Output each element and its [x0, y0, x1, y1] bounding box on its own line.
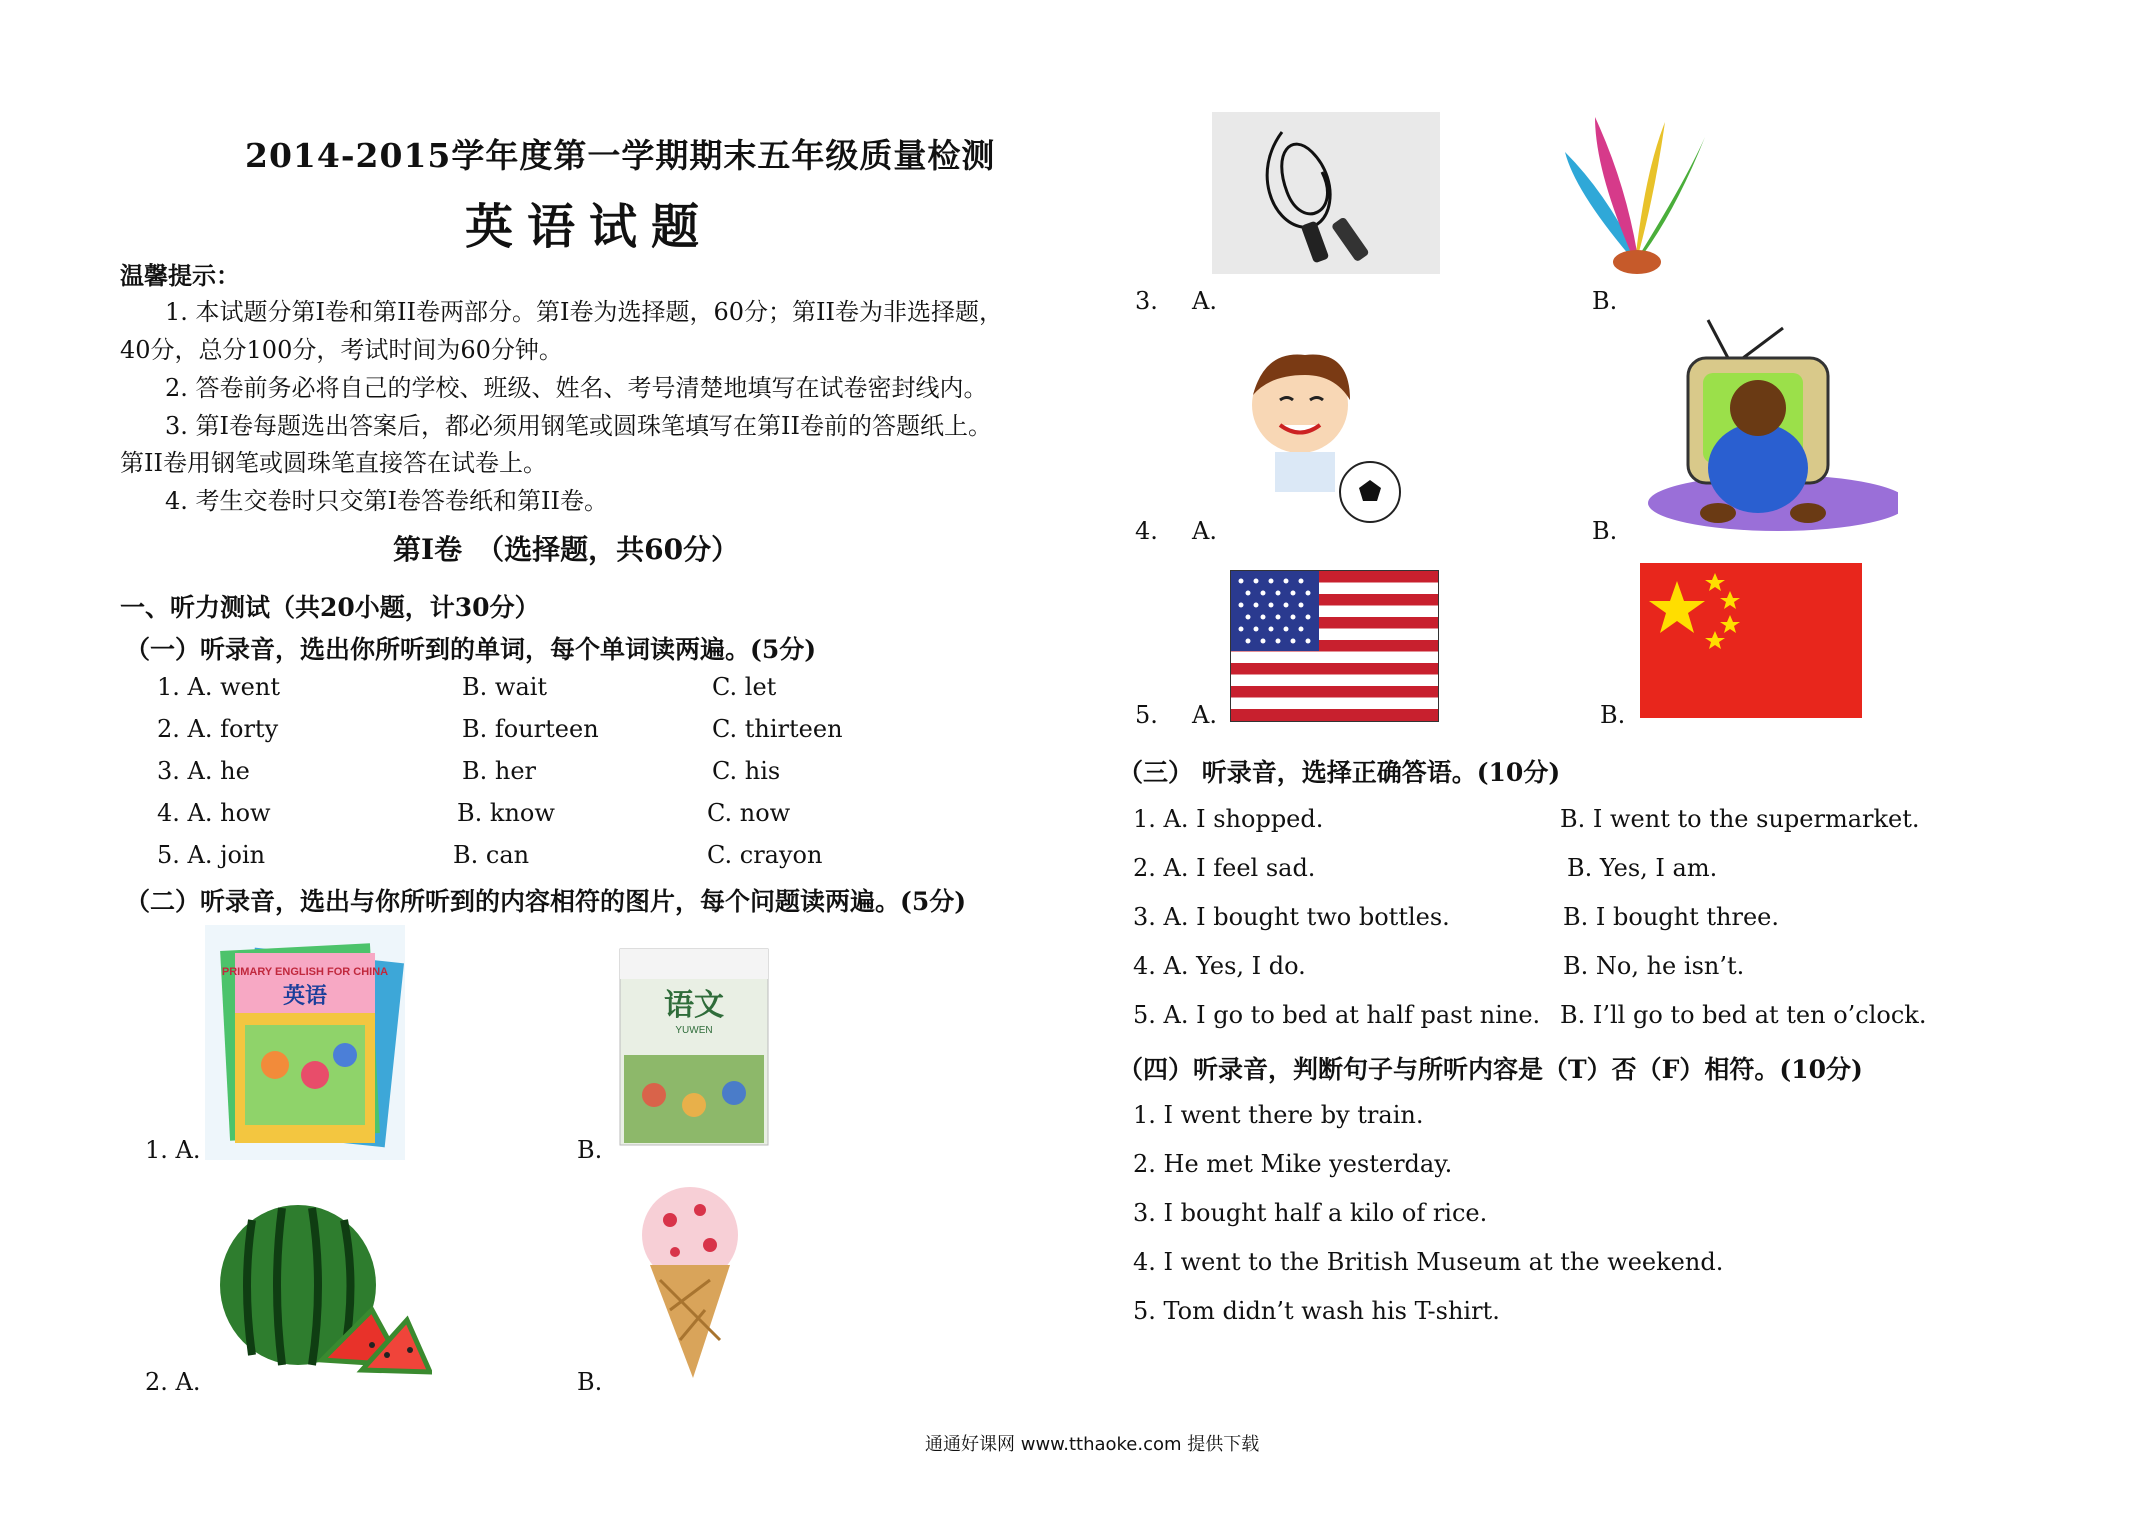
p3-q5-a: 5. A. I go to bed at half past nine. — [1133, 1001, 1541, 1029]
p2-q2-b-label: B. — [577, 1368, 603, 1396]
p4-item-5: 5. Tom didn’t wash his T-shirt. — [1133, 1297, 1500, 1325]
p1-q2-a: 2. A. forty — [157, 715, 279, 743]
p1-q2-c: C. thirteen — [712, 715, 843, 743]
p1-q1-c: C. let — [712, 673, 777, 701]
p2-q3-a-label: A. — [1192, 287, 1217, 315]
p3-q3-b: B. I bought three. — [1563, 903, 1779, 931]
p4-item-4: 4. I went to the British Museum at the weekend. — [1133, 1248, 1724, 1276]
notice-line-6: 4. 考生交卷时只交第Ⅰ卷答卷纸和第II卷。 — [165, 487, 608, 515]
p1-q5-a: 5. A. join — [157, 841, 266, 869]
p1-q2-b: B. fourteen — [462, 715, 599, 743]
p3-q2-b: B. Yes, I am. — [1567, 854, 1718, 882]
part4-heading: （四）听录音，判断句子与所听内容是（T）否（F）相符。(10分) — [1118, 1055, 1863, 1084]
p2-q4-a-label: A. — [1192, 517, 1217, 545]
notice-heading: 温馨提示： — [120, 261, 240, 290]
p1-q1-b: B. wait — [462, 673, 548, 701]
chinese-textbook-image — [614, 945, 774, 1150]
p2-q2-a-label: 2. A. — [145, 1368, 201, 1396]
p2-q5-a-label: A. — [1192, 701, 1217, 729]
volume-heading: 第Ⅰ卷 （选择题，共60分） — [393, 533, 740, 566]
p1-q3-c: C. his — [712, 757, 781, 785]
boy-watching-tv-image — [1618, 318, 1898, 538]
p4-item-3: 3. I bought half a kilo of rice. — [1133, 1199, 1488, 1227]
p2-q3-b-label: B. — [1592, 287, 1618, 315]
book-english-cn: 英语 — [282, 984, 328, 1009]
p1-q5-c: C. crayon — [707, 841, 823, 869]
p2-q1-a-label: 1. A. — [145, 1136, 201, 1164]
subject-title: 英语试题 — [465, 199, 714, 255]
p3-q4-b: B. No, he isn’t. — [1563, 952, 1745, 980]
book-yuwen-title: 语文 — [664, 988, 724, 1023]
china-flag-image — [1640, 563, 1862, 718]
p3-q2-a: 2. A. I feel sad. — [1133, 854, 1316, 882]
p2-q1-b-label: B. — [577, 1136, 603, 1164]
p3-q4-a: 4. A. Yes, I do. — [1133, 952, 1306, 980]
notice-line-5: 第II卷用钢笔或圆珠笔直接答在试卷上。 — [120, 449, 547, 477]
part1-heading: （一）听录音，选出你所听到的单词，每个单词读两遍。(5分) — [125, 635, 817, 664]
p3-q3-a: 3. A. I bought two bottles. — [1133, 903, 1450, 931]
p2-q5-b-label: B. — [1600, 701, 1626, 729]
notice-line-4: 3. 第Ⅰ卷每题选出答案后，都必须用钢笔或圆珠笔填写在第II卷前的答题纸上。 — [165, 412, 992, 440]
book-english-title: PRIMARY ENGLISH FOR CHINA — [221, 966, 389, 978]
p4-item-2: 2. He met Mike yesterday. — [1133, 1150, 1453, 1178]
shuttlecock-image — [1555, 112, 1715, 280]
book-yuwen-pinyin: YUWEN — [675, 1025, 713, 1036]
p1-q3-b: B. her — [462, 757, 537, 785]
p1-q1-a: 1. A. went — [157, 673, 280, 701]
p2-q4-num: 4. — [1135, 517, 1158, 545]
p2-q4-b-label: B. — [1592, 517, 1618, 545]
notice-line-2: 40分，总分100分，考试时间为60分钟。 — [120, 336, 563, 364]
p3-q1-b: B. I went to the supermarket. — [1560, 805, 1920, 833]
exam-title: 2014-2015学年度第一学期期末五年级质量检测 — [245, 136, 996, 175]
notice-line-1: 1. 本试题分第Ⅰ卷和第II卷两部分。第Ⅰ卷为选择题，60分；第II卷为非选择题， — [165, 298, 1003, 326]
jump-rope-image — [1212, 112, 1440, 274]
p1-q4-a: 4. A. how — [157, 799, 271, 827]
p3-q1-a: 1. A. I shopped. — [1133, 805, 1324, 833]
p2-q5-num: 5. — [1135, 701, 1158, 729]
p3-q5-b: B. I’ll go to bed at ten o’clock. — [1560, 1001, 1927, 1029]
watermelon-image — [212, 1200, 432, 1380]
boy-playing-football-image — [1225, 340, 1410, 530]
part2-heading: （二）听录音，选出与你所听到的内容相符的图片，每个问题读两遍。(5分) — [125, 887, 967, 916]
notice-line-3: 2. 答卷前务必将自己的学校、班级、姓名、考号清楚地填写在试卷密封线内。 — [165, 374, 988, 402]
english-textbook-image — [205, 925, 405, 1160]
p2-q3-num: 3. — [1135, 287, 1158, 315]
footer-credit: 通通好课网 www.tthaoke.com 提供下载 — [925, 1434, 1260, 1455]
p1-q5-b: B. can — [453, 841, 530, 869]
p4-item-1: 1. I went there by train. — [1133, 1101, 1424, 1129]
listening-heading: 一、听力测试（共20小题，计30分） — [120, 593, 540, 622]
usa-flag-image — [1230, 570, 1439, 722]
ice-cream-image — [625, 1180, 755, 1380]
p1-q4-b: B. know — [457, 799, 555, 827]
part3-heading: （三） 听录音，选择正确答语。(10分) — [1118, 758, 1561, 787]
p1-q4-c: C. now — [707, 799, 791, 827]
p1-q3-a: 3. A. he — [157, 757, 250, 785]
